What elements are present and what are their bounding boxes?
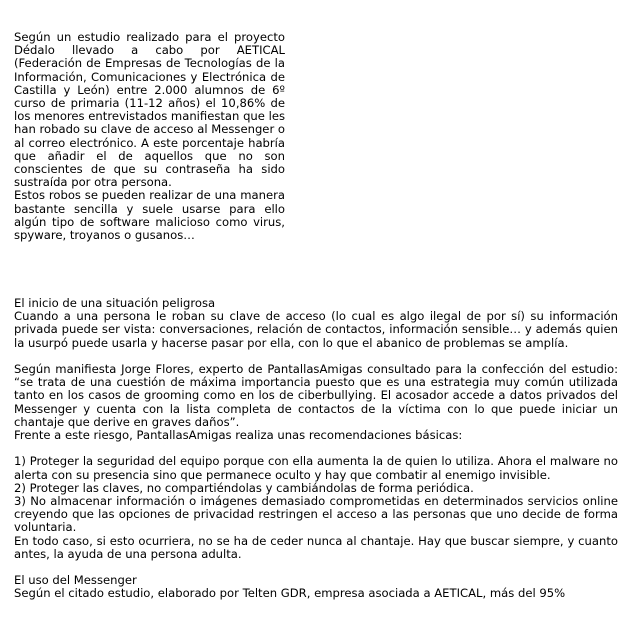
- paragraph-blackmail-advice: En todo caso, si esto ocurriera, no se ha de ceder nunca al chantaje. Hay que buscar siempre, y cuanto antes, la ayuda de una persona adulta.: [14, 533, 618, 561]
- section-heading-dangerous-situation: El inicio de una situación peligrosa: [14, 296, 216, 310]
- intro-paragraph-theft: Estos robos se pueden realizar de una manera bastante sencilla y suele usarse para ello algún tipo de software malicioso como virus, spyware, troyanos o gusanos…: [14, 188, 285, 243]
- paragraph-recommendations-intro: Frente a este riesgo, PantallasAmigas realiza unas recomendaciones básicas:: [14, 428, 463, 443]
- main-column: [14, 297, 618, 601]
- recommendation-2: 2) Proteger las claves, no compartiéndolas y cambiándolas de forma periódica.: [14, 480, 474, 495]
- paragraph-expert-quote: Según manifiesta Jorge Flores, experto de PantallasAmigas consultado para la confección del estudio: “se trata de una cuestión de máxima importancia puesto que es una estrategia muy común utilizada tanto en los casos de grooming como en los de ciberbullying. El acosador accede a datos privados del Messenger y cuenta con la lista completa de contactos de la víctima con lo que puede iniciar un chantaje que derive en graves daños”.: [14, 362, 618, 429]
- recommendation-3: 3) No almacenar información o imágenes demasiado comprometidas en determinados servicios online creyendo que las opciones de privacidad restringen el acceso a las personas que uno decide de forma voluntaria.: [14, 494, 618, 535]
- intro-column: [14, 31, 285, 242]
- recommendation-1: 1) Proteger la seguridad del equipo porque con ella aumenta la de quien lo utiliza. Ahora el malware no alerta con su presencia sino que permanece oculto y hay que combatir al enemigo invisible.: [14, 454, 618, 482]
- paragraph-messenger-study: Según el citado estudio, elaborado por Telten GDR, empresa asociada a AETICAL, más del 95%: [14, 586, 566, 601]
- section-heading-messenger-use: El uso del Messenger: [14, 573, 137, 588]
- intro-paragraph-study: Según un estudio realizado para el proyecto Dédalo llevado a cabo por AETICAL (Federación de Empresas de Tecnologías de la Información, Comunicaciones y Electrónica de Castilla y León) entre 2.000 alumnos de 6º curso de primaria (11-12 años) el 10,86% de los menores entrevistados manifiestan que les han robado su clave de acceso al Messenger o al correo electrónico. A este porcentaje habría que añadir el de aquellos que no son conscientes de que su contraseña ha sido sustraída por otra persona.: [14, 30, 285, 190]
- paragraph-password-stolen: Cuando a una persona le roban su clave de acceso (lo cual es algo ilegal de por sí) su información privada puede ser vista: conversaciones, relación de contactos, información sensible… y además quien la usurpó puede usarla y hacerse pasar por ella, con lo que el abanico de problemas se amplía.: [14, 309, 618, 350]
